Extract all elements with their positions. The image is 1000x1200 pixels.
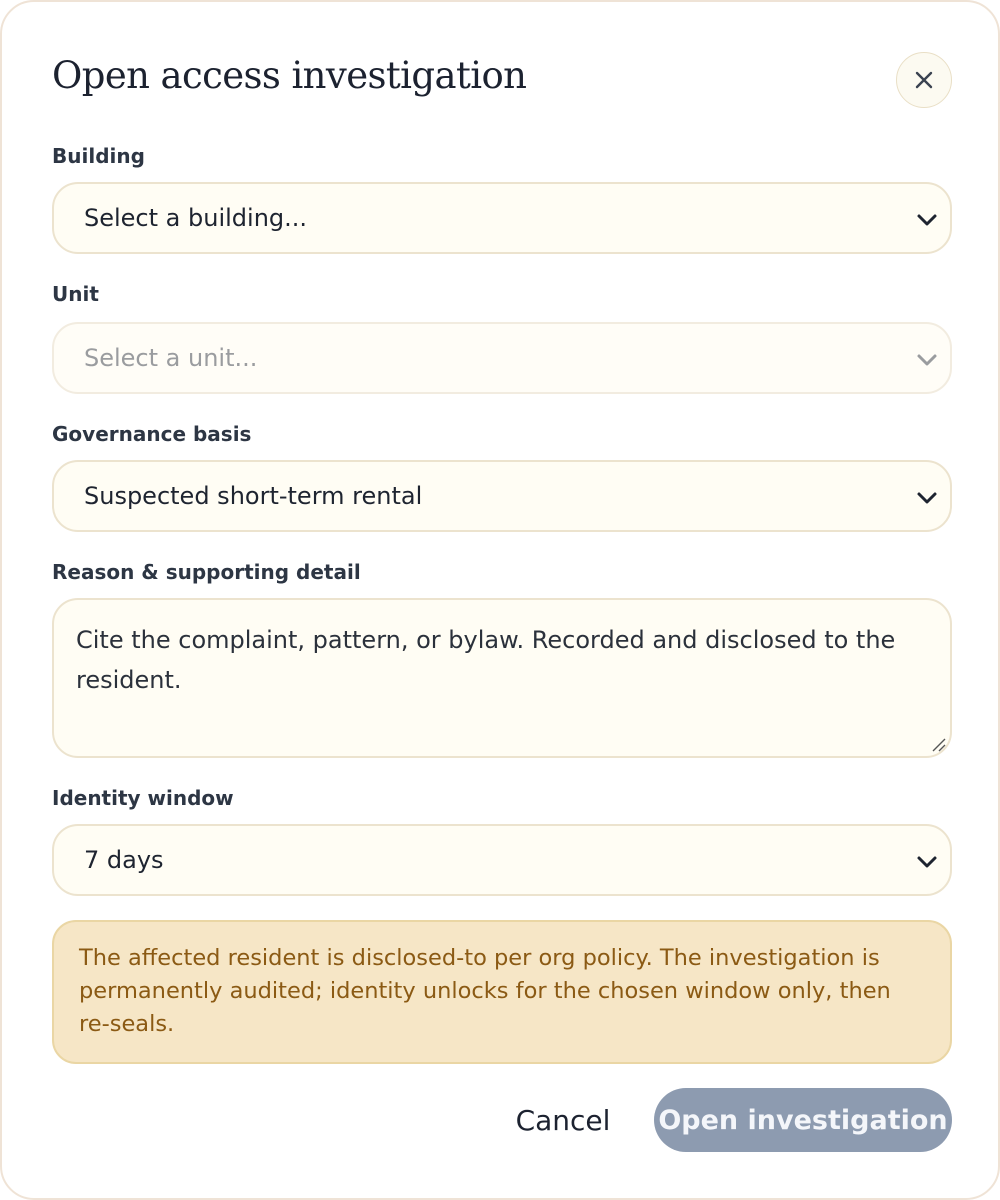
building-label: Building [52,144,145,168]
close-icon [915,71,933,89]
chevron-down-icon [912,351,942,369]
open-investigation-button[interactable]: Open investigation [654,1088,952,1152]
resize-grip-icon[interactable] [929,735,947,753]
identity-window-label: Identity window [52,786,234,810]
reason-placeholder: Cite the complaint, pattern, or bylaw. Recorded and disclosed to the resident. [76,626,896,694]
building-select[interactable] [52,182,952,254]
unit-select-value: Select a unit... [84,344,258,372]
identity-window-value: 7 days [84,846,164,874]
governance-label: Governance basis [52,422,252,446]
dialog-title: Open access investigation [52,54,527,97]
unit-select[interactable] [52,322,952,394]
chevron-down-icon [912,853,942,871]
governance-select[interactable] [52,460,952,532]
reason-textarea[interactable] [52,598,952,758]
reason-label: Reason & supporting detail [52,560,361,584]
close-button[interactable] [896,52,952,108]
disclosure-notice [52,920,952,1064]
building-select-value: Select a building... [84,204,308,232]
disclosure-notice-text: The affected resident is disclosed-to per org policy. The investigation is permanently audited; identity unlocks for the chosen window only, then re-seals. [79,945,891,1037]
chevron-down-icon [912,489,942,507]
identity-window-select[interactable] [52,824,952,896]
chevron-down-icon [912,211,942,229]
cancel-button[interactable]: Cancel [515,1103,611,1137]
unit-label: Unit [52,282,99,306]
governance-select-value: Suspected short-term rental [84,482,423,510]
